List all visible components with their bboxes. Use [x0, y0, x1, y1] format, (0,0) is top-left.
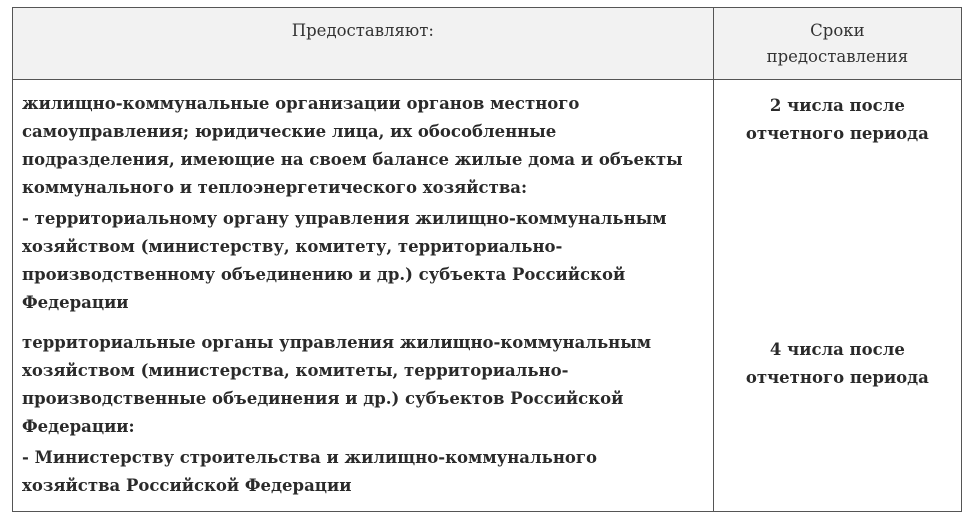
header-providers: [13, 8, 714, 80]
text-line: хозяйством (министерства, комитеты, территориально-: [22, 361, 569, 380]
text-line: производственному объединению и др.) субъекта Российской: [22, 265, 626, 284]
table-row: [13, 80, 962, 512]
text-line: самоуправления; юридические лица, их обособленные: [22, 122, 557, 141]
header-providers-label: Предоставляют:: [291, 21, 434, 40]
text-line: производственные объединения и др.) субъектов Российской: [22, 389, 624, 408]
row-1-provider: [22, 90, 705, 202]
text-line: территориальные органы управления жилищно-коммунальным: [22, 333, 652, 352]
text-line: отчетного периода: [745, 368, 929, 387]
text-line: 4 числа после: [769, 340, 905, 359]
row-2-provider: [22, 329, 705, 441]
text-line: жилищно-коммунальные организации органов местного: [22, 94, 580, 113]
header-deadlines: [713, 8, 961, 80]
table-header-row: [13, 8, 962, 80]
text-line: хозяйства Российской Федерации: [22, 476, 352, 495]
providers-cell: [13, 80, 714, 512]
text-line: коммунального и теплоэнергетического хозяйства:: [22, 178, 528, 197]
header-deadlines-line1: Сроки: [810, 21, 865, 40]
text-line: 2 числа после: [769, 96, 905, 115]
row-2-deadline: [720, 336, 955, 392]
row-1-recipient: [22, 205, 705, 317]
text-line: отчетного периода: [745, 124, 929, 143]
text-line: хозяйством (министерству, комитету, территориально-: [22, 237, 563, 256]
row-1-deadline: [720, 92, 955, 148]
deadlines-cell: [713, 80, 961, 512]
text-line: Федерации: [22, 293, 129, 312]
header-deadlines-line2: предоставления: [766, 47, 909, 66]
text-line: подразделения, имеющие на своем балансе жилые дома и объекты: [22, 150, 683, 169]
text-line: - Министерству строительства и жилищно-коммунального: [22, 448, 598, 467]
text-line: Федерации:: [22, 417, 135, 436]
text-line: - территориальному органу управления жилищно-коммунальным: [22, 209, 667, 228]
row-2-recipient: [22, 444, 705, 500]
reporting-deadlines-table: [12, 7, 962, 512]
